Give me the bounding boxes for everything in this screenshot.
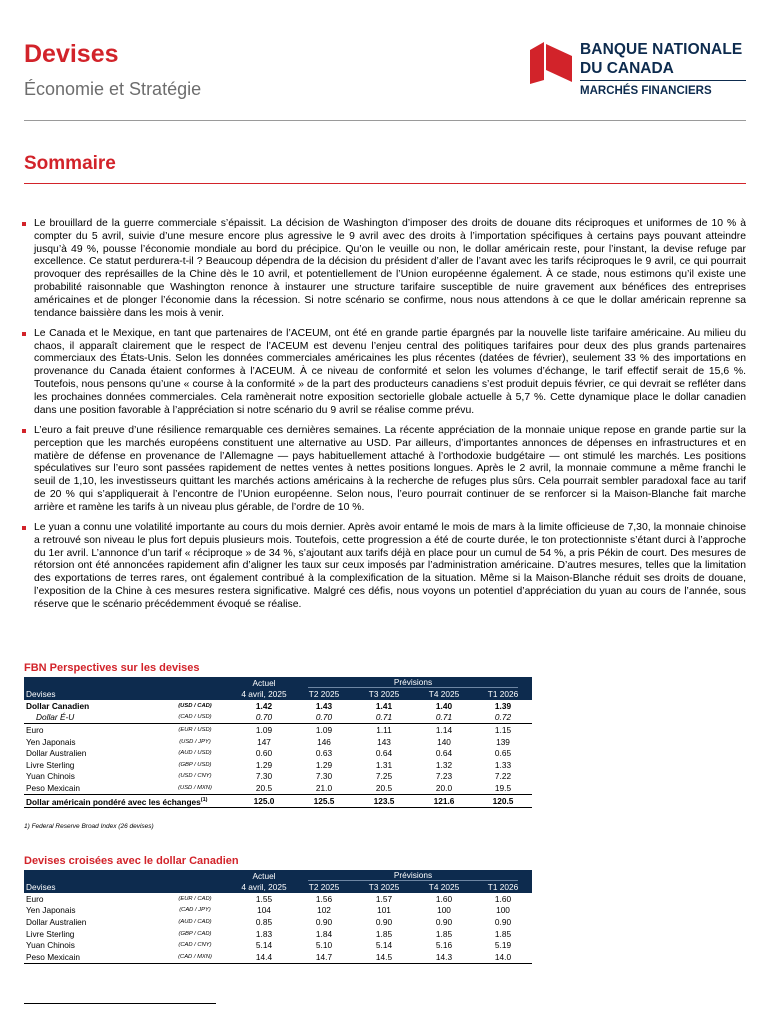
cell-actuel: 14.4 (234, 951, 294, 963)
row-unit: (EUR / CAD) (178, 895, 212, 902)
cell-forecast: 19.5 (474, 782, 532, 794)
cell-actuel: 1.55 (255, 893, 273, 904)
table-header-row (24, 870, 532, 882)
cell-forecast: 0.90 (375, 916, 393, 927)
row-name: Dollar Australien (26, 916, 87, 927)
cell-forecast: 14.5 (354, 951, 414, 963)
table-row (24, 928, 532, 940)
cell-forecast: 100 (496, 905, 510, 916)
document-subtitle: Économie et Stratégie (24, 79, 202, 99)
table1-title: FBN Perspectives sur les devises (24, 662, 200, 674)
bullet-text: Le Canada et le Mexique, en tant que partenaires de l’ACEUM, ont été en grande partie épargnés par la nouvelle liste tarifaire américaine. Au milieu du chaos, il apparaît clairement que le respect de l’ACEUM est devenu l’enjeu central des politiques tarifaires pour deux des plus grands partenaires commerciaux des États-Unis. Selon les données commerciales américaines les plus récentes (datées de février), seulement 33 % des importations en provenance du Canada étaient conformes à l’ACEUM. À ce niveau de conformité et selon les volumes d’échange, le tarif effectif serait de 15,6 %. Toutefois, nous pensons qu’une « course à la conformité » de la part des producteurs canadiens s’est produit depuis février, ce qui devrait se refléter dans les prochaines données commerciales. Cela ramènerait notre exposition sectorielle globale actuelle à 5,7 %. Cette dynamique place le dollar canadien dans une position favorable à l’appréciation si notre scénario du 9 avril se réalise comme prévu. (34, 327, 746, 416)
cell-forecast: 146 (317, 736, 331, 747)
cell-actuel: 1.83 (255, 928, 273, 939)
cell-forecast: 7.23 (435, 771, 453, 782)
bullet-text: Le brouillard de la guerre commerciale s’épaissit. La décision de Washington d’imposer des droits de douane dits réciproques et uniformes de 10 % à compter du 5 avril, suivie d’une mesure encore plus agressive le 9 avril avec des droits à l’importation spécifiques à certains pays pouvant atteindre jusqu’à 49 %, pousse l’économie mondiale au bord du précipice. Qu’on le veuille ou non, le dollar américain reste, pour l’instant, la devise refuge par excellence. Ce statut perdurera-t-il ? Beaucoup dépendra de la décision du président d’aller de l’avant avec les tarifs réciproques le 9 avril, ce qui pourrait provoquer des représailles de la Chine dès le 10 avril, et potentiellement de l’Union européenne également. À ce stade, nous estimons qu’il existe une probabilité raisonnable que Washington renonce à instaurer une structure tarifaire susceptible de nuire gravement aux bénéfices des entreprises américaines et de plonger l’économie dans la récession. Si notre scénario se confirme, nous nous attendons à ce que le dollar américain reprenne sa tendance baissière dans les mois à venir. (34, 218, 746, 319)
row-unit: (USD / CNY) (178, 773, 212, 780)
table1-footnote: 1) Federal Reserve Broad Index (26 devises) (24, 823, 154, 830)
col-header-quarter: T2 2025 (294, 689, 354, 701)
cell-forecast: 7.25 (375, 771, 393, 782)
cell-actuel: 20.5 (234, 782, 294, 794)
table-row (24, 724, 532, 736)
row-name: Dollar É-U (24, 712, 156, 724)
logo-text-line1: BANQUE NATIONALE (580, 41, 743, 58)
cell-forecast: 125.5 (294, 794, 354, 807)
cell-forecast: 21.0 (294, 782, 354, 794)
logo-text-line3: MARCHÉS FINANCIERS (580, 85, 712, 97)
cell-forecast: 1.60 (494, 893, 512, 904)
bullet-marker-icon (22, 332, 26, 336)
row-name: Dollar Australien (26, 748, 87, 759)
document-title: Devises (24, 40, 119, 68)
cell-forecast: 0.90 (435, 916, 453, 927)
cell-forecast: 101 (377, 905, 391, 916)
col-header-actuel: Actuel (234, 870, 294, 882)
table-row (24, 712, 532, 724)
cell-forecast: 7.30 (315, 771, 333, 782)
cell-forecast: 20.5 (354, 782, 414, 794)
row-unit: (GBP / USD) (178, 761, 212, 768)
header-divider (24, 120, 746, 121)
row-name: Peso Mexicain (24, 782, 156, 794)
table-row (24, 893, 532, 905)
bullet-marker-icon (22, 222, 26, 226)
col-header-quarter: T4 2025 (414, 689, 474, 701)
table-row (24, 939, 532, 951)
cell-forecast: 1.85 (435, 928, 453, 939)
cross-rates-table (24, 870, 532, 964)
bank-logo-mark-icon (528, 40, 574, 86)
row-name: Yuan Chinois (26, 940, 75, 951)
cell-forecast: 5.14 (375, 940, 393, 951)
cell-forecast: 1.33 (494, 759, 512, 770)
row-unit: (GBP / CAD) (178, 930, 212, 937)
cell-forecast: 1.39 (494, 700, 512, 711)
cell-forecast: 0.71 (414, 712, 474, 724)
bullet-marker-icon (22, 429, 26, 433)
cell-actuel: 104 (257, 905, 271, 916)
cell-actuel: 7.30 (255, 771, 273, 782)
table-row (24, 782, 532, 794)
cell-forecast: 100 (437, 905, 451, 916)
row-name: Euro (26, 724, 44, 735)
cell-actuel: 0.60 (255, 748, 273, 759)
row-name: Livre Sterling (26, 928, 75, 939)
table-row (24, 916, 532, 928)
cell-forecast: 7.22 (494, 771, 512, 782)
cell-forecast: 1.31 (375, 759, 393, 770)
cell-forecast: 1.85 (375, 928, 393, 939)
section-title: Sommaire (24, 153, 116, 174)
col-header-quarter: T4 2025 (414, 882, 474, 894)
cell-forecast: 20.0 (414, 782, 474, 794)
row-name: Peso Mexicain (24, 951, 156, 963)
table-row (24, 700, 532, 712)
cell-forecast: 1.29 (315, 759, 333, 770)
cell-forecast: 0.90 (315, 916, 333, 927)
cell-forecast: 1.41 (375, 700, 393, 711)
cell-forecast: 0.64 (375, 748, 393, 759)
cell-forecast: 5.10 (315, 940, 333, 951)
cell-forecast: 5.19 (494, 940, 512, 951)
cell-actuel: 0.70 (234, 712, 294, 724)
cell-forecast: 1.32 (435, 759, 453, 770)
table-row (24, 747, 532, 759)
cell-actuel: 5.14 (255, 940, 273, 951)
col-header-quarter: T1 2026 (474, 689, 532, 701)
col-header-quarter: T3 2025 (354, 689, 414, 701)
footnote-divider (24, 1003, 216, 1004)
table-row (24, 771, 532, 783)
col-header-previsions: Prévisions (294, 870, 532, 882)
cell-forecast: 1.11 (376, 724, 392, 735)
section-divider (24, 183, 746, 184)
row-unit: (CAD / CNY) (178, 942, 212, 949)
bullet-text: L’euro a fait preuve d’une résilience remarquable ces dernières semaines. La récente appréciation de la monnaie unique repose en grande partie sur la perception que les marchés européens constituent une alternative au USD. Par ailleurs, d’importantes annonces de dépenses en infrastructures et en matière de défense en provenance de l’Allemagne — pays habituellement attaché à l’orthodoxie budgétaire — ont stimulé les marchés. Les positions spéculatives sur l’euro sont passées rapidement de nettes ventes à nettes positions longues. Après le 2 avril, la monnaie commune a même franchi le seuil de 1,10, les investisseurs quittant les marchés actions américains à la recherche de refuges plus sûrs. Cela pourrait sembler paradoxal face au tarif de 20 % qui s’appliquerait à l’encontre de l’Union européenne. Selon nous, l’euro pourrait continuer de se renforcer si la Maison-Blanche fait marche arrière et ramène les tarifs à un niveau plus gérable, de l’ordre de 10 %. (34, 424, 746, 513)
col-header-quarter: T1 2026 (474, 882, 532, 894)
table-row (24, 736, 532, 748)
cell-actuel: 125.0 (234, 794, 294, 807)
cell-forecast: 143 (377, 736, 391, 747)
cell-forecast: 1.57 (375, 893, 393, 904)
cell-actuel: 1.09 (255, 724, 273, 735)
col-header-date: 4 avril, 2025 (234, 689, 294, 701)
summary-bullet (22, 328, 746, 418)
row-unit: (USD / CAD) (178, 702, 212, 709)
row-unit: (USD / MXN) (156, 782, 234, 794)
row-unit: (CAD / USD) (156, 712, 234, 724)
table-row-total (24, 794, 532, 807)
col-header-devises: Devises (24, 689, 156, 701)
cell-forecast: 14.7 (294, 951, 354, 963)
row-name: Yen Japonais (26, 736, 76, 747)
cell-actuel: 1.42 (255, 700, 273, 711)
table-row (24, 759, 532, 771)
row-name: Dollar Canadien (26, 700, 90, 711)
cell-actuel: 147 (257, 736, 271, 747)
summary-bullet (22, 218, 746, 320)
cell-forecast: 0.70 (294, 712, 354, 724)
row-unit: (CAD / JPY) (179, 907, 211, 914)
cell-forecast: 0.64 (435, 748, 453, 759)
cell-actuel: 1.29 (255, 759, 273, 770)
col-header-devises: Devises (24, 882, 156, 894)
cell-forecast: 5.16 (435, 940, 453, 951)
col-header-quarter: T3 2025 (354, 882, 414, 894)
cell-forecast: 1.15 (494, 724, 512, 735)
row-name: Yen Japonais (26, 905, 76, 916)
cell-forecast: 1.85 (494, 928, 512, 939)
cell-forecast: 14.0 (474, 951, 532, 963)
row-name: Livre Sterling (26, 759, 75, 770)
cell-forecast: 1.14 (435, 724, 453, 735)
cell-forecast: 1.84 (315, 928, 333, 939)
row-name: Euro (26, 893, 44, 904)
table-header-row (24, 677, 532, 689)
row-unit: (USD / JPY) (179, 738, 211, 745)
table-row (24, 951, 532, 963)
summary-bullet (22, 522, 746, 612)
row-unit: (AUD / CAD) (178, 918, 212, 925)
cell-forecast: 120.5 (474, 794, 532, 807)
logo-divider (580, 80, 746, 81)
table2-title: Devises croisées avec le dollar Canadien (24, 855, 239, 867)
fx-forecast-table (24, 677, 532, 808)
cell-forecast: 123.5 (354, 794, 414, 807)
table-header-row (24, 882, 532, 894)
cell-forecast: 1.60 (435, 893, 453, 904)
bullet-marker-icon (22, 526, 26, 530)
row-unit: (CAD / MXN) (156, 951, 234, 963)
cell-forecast: 1.56 (315, 893, 333, 904)
col-header-quarter: T2 2025 (294, 882, 354, 894)
cell-forecast: 139 (496, 736, 510, 747)
summary-bullet (22, 425, 746, 515)
logo-text-line2: DU CANADA (580, 60, 674, 77)
cell-forecast: 0.63 (315, 748, 333, 759)
bank-logo (528, 40, 748, 102)
cell-forecast: 0.65 (494, 748, 512, 759)
col-header-previsions: Prévisions (294, 677, 532, 689)
cell-forecast: 102 (317, 905, 331, 916)
cell-actuel: 0.85 (255, 916, 273, 927)
cell-forecast: 1.40 (435, 700, 453, 711)
row-unit: (EUR / USD) (178, 726, 212, 733)
row-name: Dollar américain pondéré avec les échanges$^{(1)}$ (24, 794, 234, 807)
cell-forecast: 0.72 (474, 712, 532, 724)
cell-forecast: 140 (437, 736, 451, 747)
col-header-date: 4 avril, 2025 (234, 882, 294, 894)
cell-forecast: 0.71 (354, 712, 414, 724)
col-header-actuel: Actuel (234, 677, 294, 689)
cell-forecast: 121.6 (414, 794, 474, 807)
bullet-text: Le yuan a connu une volatilité importante au cours du mois dernier. Après avoir entamé le mois de mars à la limite officieuse de 7,30, la monnaie chinoise a retrouvé son niveau le plus fort depuis plusieurs mois. Toutefois, cette progression a été de courte durée, le ton protectionniste s’étant durci à l’approche du 1er avril. L’annonce d’un tarif « réciproque » de 34 %, s’ajoutant aux tarifs déjà en place pour un cumul de 54 %, a pris Pékin de court. Des mesures de rétorsion ont été annoncées rapidement afin d’aligner les taux sur ceux imposés par l’administration américaine. D’autres mesures, telles que la limitation des exportations de terres rares, ont également contribué à la complexification de la situation. Même si la Maison-Blanche réduit ses droits de douane, l’exposition de la Chine à ces mesures restera significative. Malgré ces défis, nous voyons un potentiel d’appréciation du yuan au cours de l’année, sous réserve que le scénario précédemment évoqué se réalise. (34, 522, 746, 610)
cell-forecast: 14.3 (414, 951, 474, 963)
cell-forecast: 0.90 (494, 916, 512, 927)
row-name: Yuan Chinois (26, 771, 75, 782)
table-header-row (24, 689, 532, 701)
cell-forecast: 1.43 (315, 700, 333, 711)
cell-forecast: 1.09 (315, 724, 333, 735)
table-row (24, 905, 532, 917)
row-unit: (AUD / USD) (178, 750, 212, 757)
summary-bullet-list (22, 218, 746, 619)
